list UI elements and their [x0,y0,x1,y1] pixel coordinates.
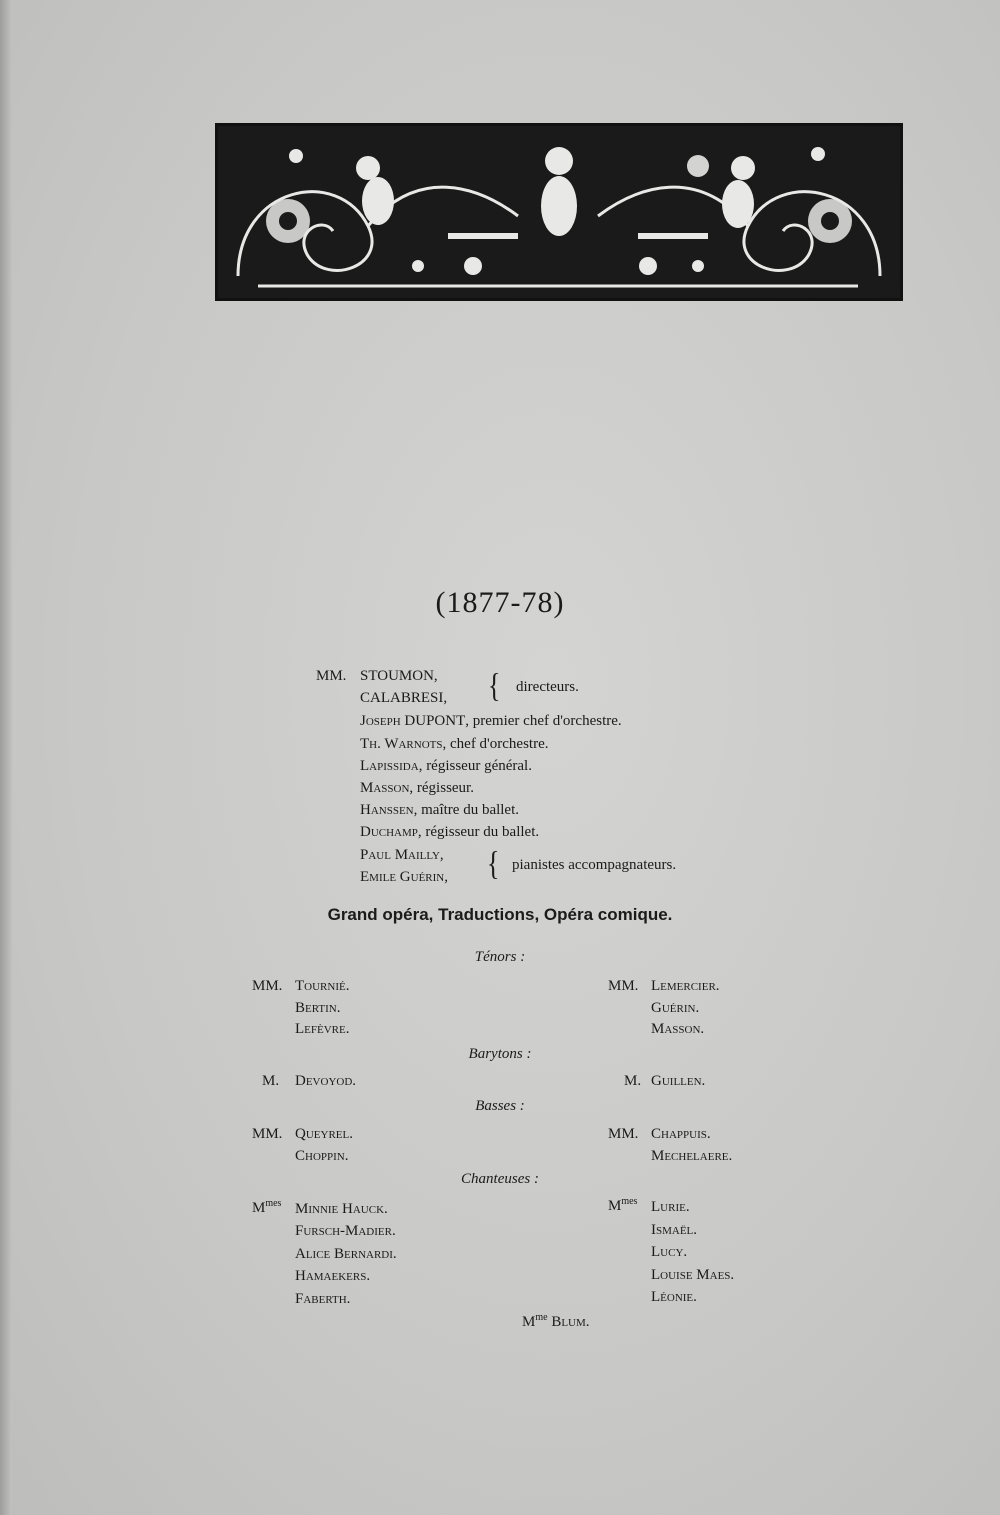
singer-name: Hamaekers. [295,1268,371,1284]
left-prefix-tenors: MM. [252,978,283,994]
staff-line [360,802,519,819]
singer-name: Guérin. [651,1000,700,1016]
singer-name: Chappuis. [651,1126,711,1142]
singer-name: Queyrel. [295,1126,353,1142]
role-heading-chanteuses: Chanteuses : [461,1171,539,1187]
staff-name: Joseph DUPONT [360,713,466,729]
prefix-superscript: mes [265,1198,282,1209]
staff-name: Masson [360,780,410,796]
left-prefix-chanteuses [252,1198,281,1217]
singer-name: Lemercier. [651,978,720,994]
singer-name: Lurie. [651,1199,690,1215]
staff-role: , maître du ballet. [413,802,520,818]
binding-edge [0,0,12,1515]
singer-name: Alice Bernardi. [295,1246,397,1262]
singer-name: Fursch-Madier. [295,1223,396,1239]
director-name-2: CALABRESI, [360,690,448,706]
section-title: Grand opéra, Traductions, Opéra comique. [327,905,673,924]
pianist-name-1: Paul Mailly, [360,847,444,863]
singer-name: Devoyod. [295,1073,357,1089]
singer-name: Lefèvre. [295,1021,350,1037]
prefix-superscript: mes [621,1196,638,1207]
staff-name: Duchamp [360,824,418,840]
prefix-superscript: me [535,1312,548,1323]
prefix-main: M [522,1314,536,1330]
pianists-role: pianistes accompagnateurs. [512,857,677,873]
singer-name: Faberth. [295,1291,351,1307]
staff-name: Lapissida [360,758,419,774]
ornamental-header-engraving [215,123,903,301]
singer-name: Tournié. [295,978,350,994]
singer-name: Ismaël. [651,1222,698,1238]
prefix-main: M [608,1198,622,1214]
singer-name: Mechelaere. [651,1148,733,1164]
right-prefix-chanteuses [608,1196,637,1215]
director-name-1: STOUMON, [360,668,438,684]
directors-prefix: MM. [316,668,347,684]
pianist-name-2: Emile Guérin, [360,869,448,885]
staff-line [360,824,539,841]
pianists-brace: { [487,844,500,883]
staff-role: , chef d'orchestre. [442,736,549,752]
staff-role: , premier chef d'orchestre. [465,713,622,729]
right-prefix-barytons: M. [624,1073,642,1089]
singer-name: Louise Maes. [651,1267,735,1283]
directors-role: directeurs. [516,679,579,695]
left-prefix-barytons: M. [262,1073,280,1089]
directors-brace: { [488,666,501,705]
staff-line [360,713,622,730]
staff-role: , régisseur général. [418,758,532,774]
right-prefix-basses: MM. [608,1126,639,1142]
singer-name: Guillen. [651,1073,706,1089]
staff-line [360,736,548,753]
singer-name: Choppin. [295,1148,349,1164]
role-heading-basses: Basses : [475,1098,525,1114]
final-singer [522,1312,590,1331]
prefix-main: M [252,1200,266,1216]
role-heading-barytons: Barytons : [468,1046,532,1062]
role-heading-tenors: Ténors : [474,949,526,965]
right-prefix-tenors: MM. [608,978,639,994]
staff-role: , régisseur. [409,780,474,796]
season-year: (1877-78) [435,586,565,619]
singer-name: Bertin. [295,1000,341,1016]
staff-role: , régisseur du ballet. [417,824,540,840]
staff-line [360,758,532,775]
ornament-graphic [218,126,900,298]
singer-name: Lucy. [651,1244,688,1260]
singer-name: Léonie. [651,1289,697,1305]
staff-name: Th. Warnots [360,736,443,752]
staff-line [360,780,474,797]
left-prefix-basses: MM. [252,1126,283,1142]
singer-name: Masson. [651,1021,705,1037]
staff-name: Hanssen [360,802,414,818]
singer-name: Blum. [551,1314,590,1330]
singer-name: Minnie Hauck. [295,1201,388,1217]
